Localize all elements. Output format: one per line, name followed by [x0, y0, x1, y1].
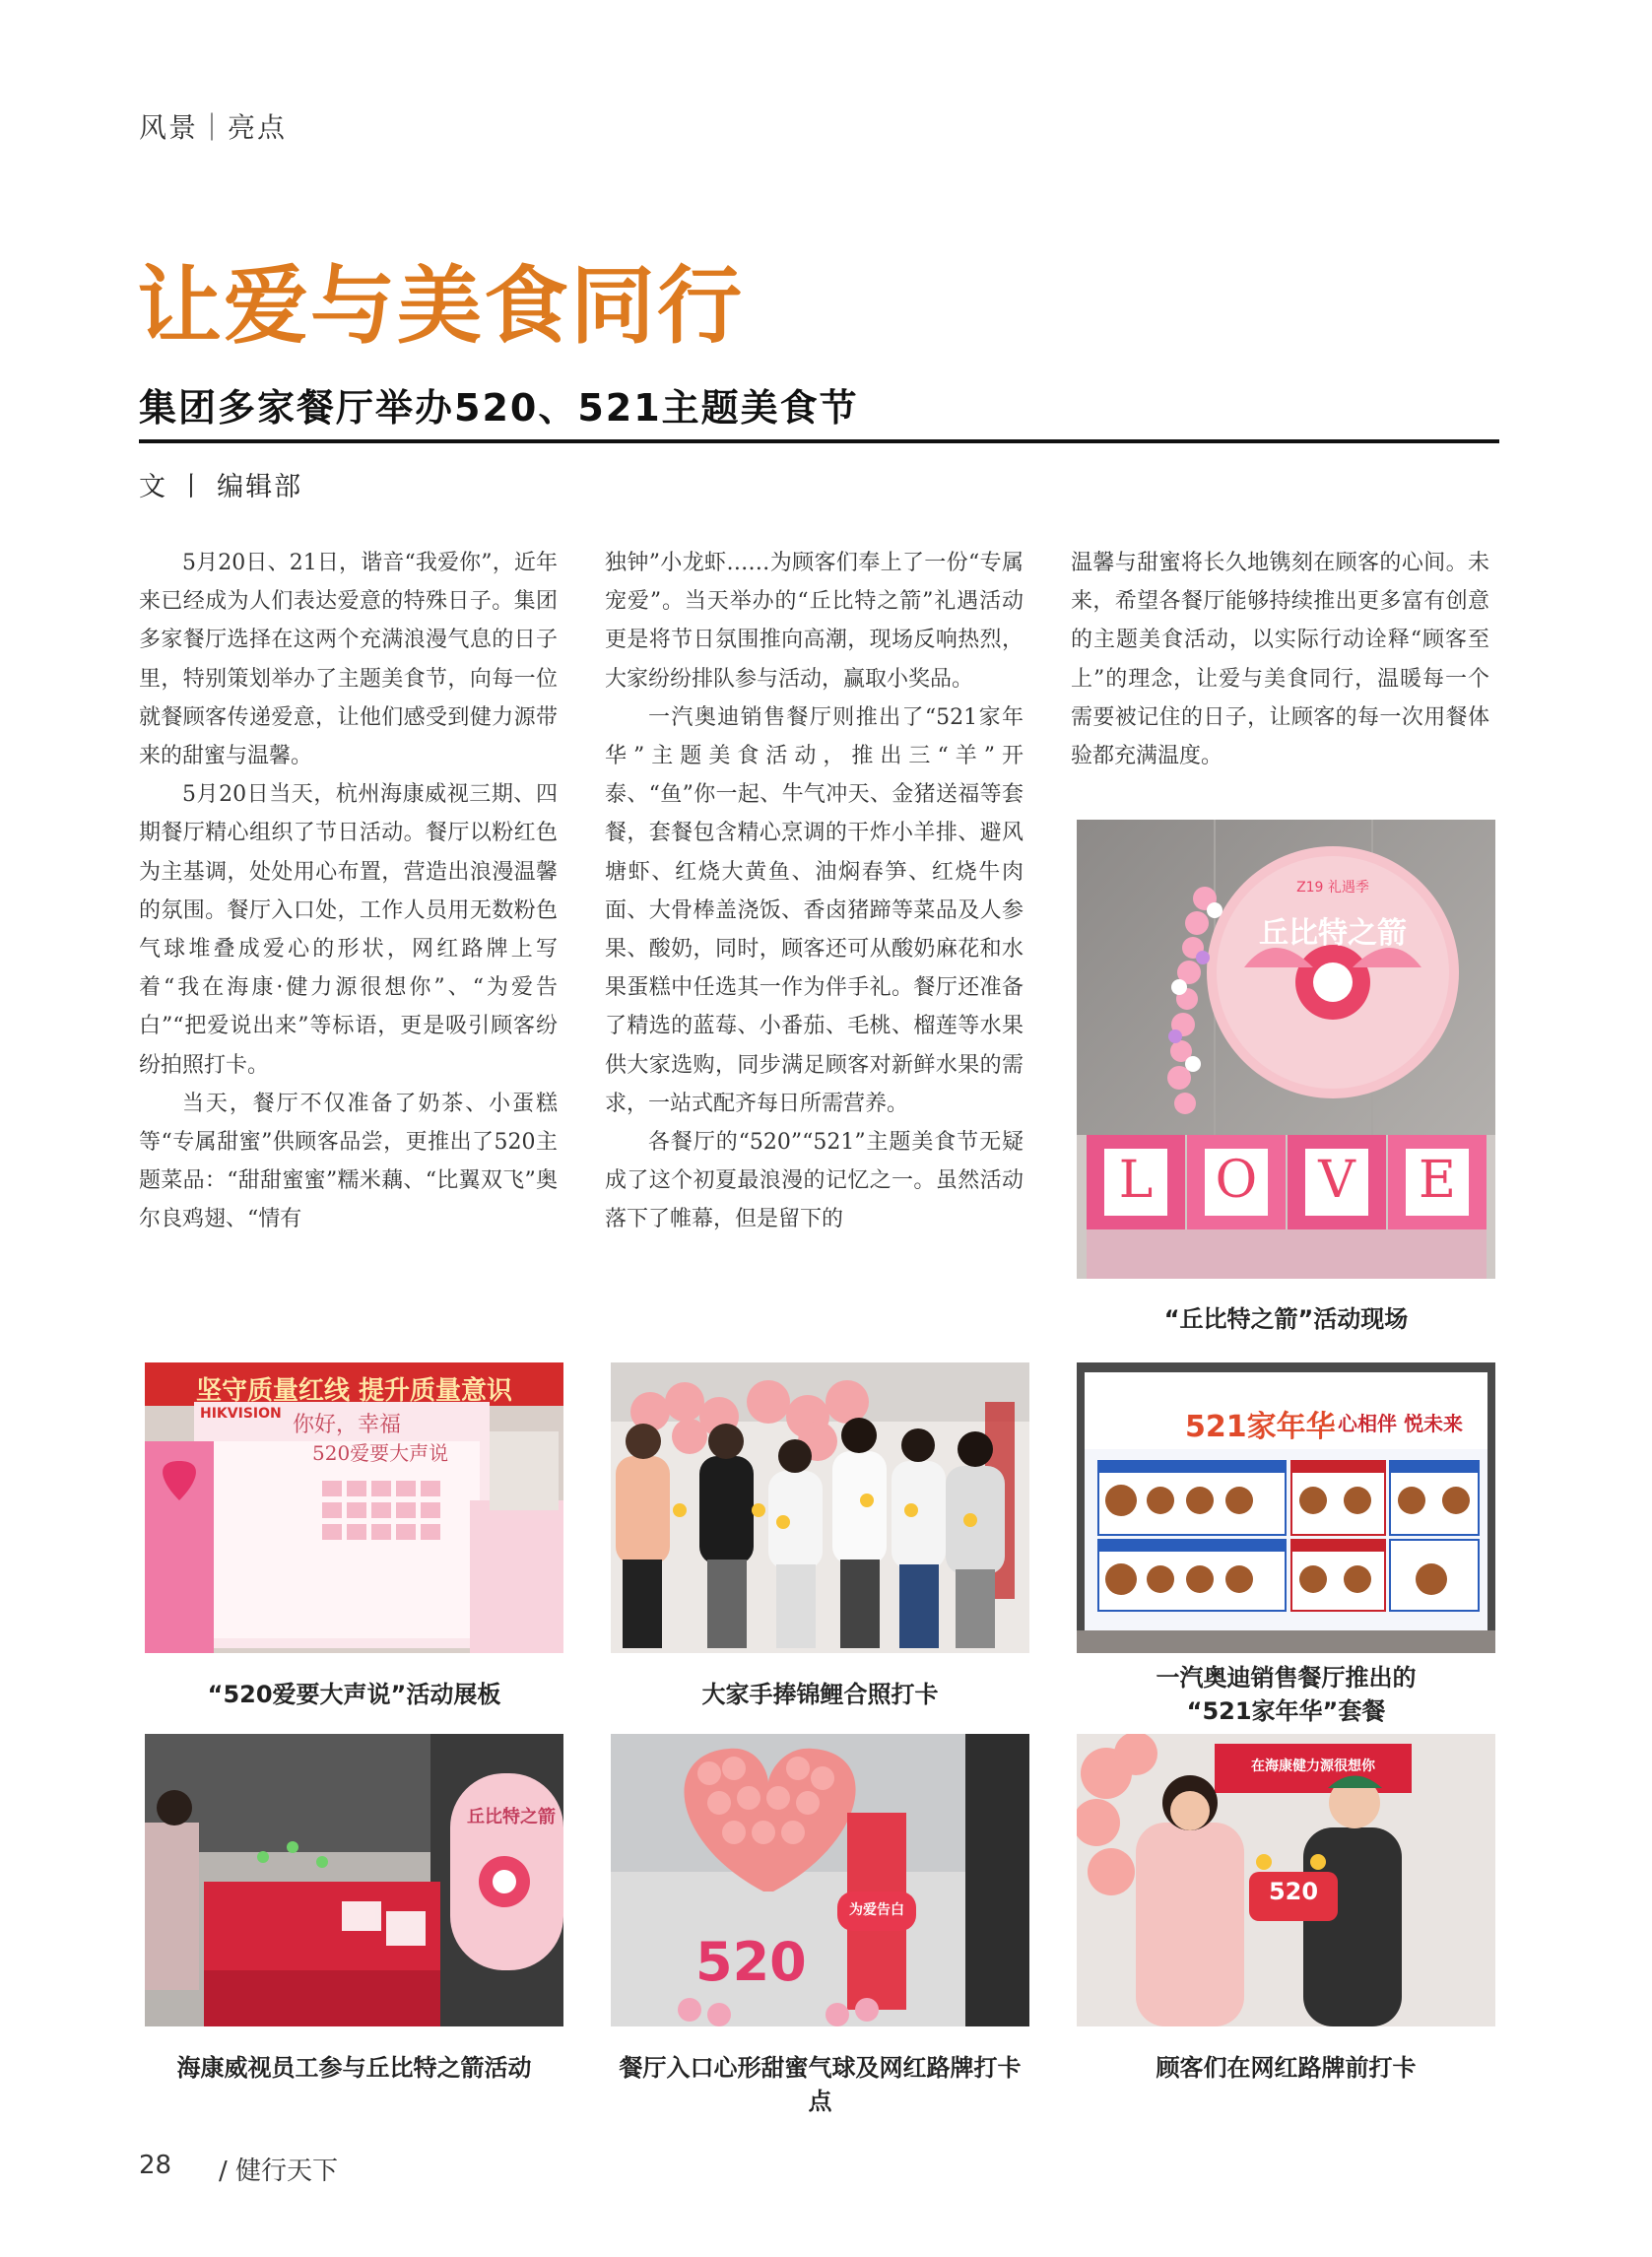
photo-staff-cupid-image — [145, 1734, 563, 2026]
publication-name: / 健行天下 — [219, 2157, 339, 2186]
sign-tag: 为爱告白 — [849, 1902, 904, 1918]
text-column-1 — [139, 544, 558, 1239]
caption-p3-line1: 一汽奥迪销售餐厅推出的 — [1156, 1664, 1417, 1692]
banner-text: 在海康健力源很想你 — [1251, 1759, 1375, 1774]
paragraph: 独钟”小龙虾……为顾客们奉上了一份“专属宠爱”。当天举办的“丘比特之箭”礼遇活动更是将节日氛围推向高潮，现场反响热烈，大家纷纷排队参与活动，赢取小奖品。 — [605, 551, 1024, 692]
text-column-3 — [1071, 544, 1489, 775]
page-number: 28 — [139, 2151, 172, 2180]
caption-main: “丘比特之箭”活动现场 — [1163, 1305, 1409, 1333]
caption-p4: 海康威视员工参与丘比特之箭活动 — [176, 2054, 532, 2082]
photo-staff-cupid-game — [145, 1734, 563, 2026]
caption-p1: “520爱要大声说”活动展板 — [207, 1681, 501, 1708]
photo-520-board — [145, 1362, 563, 1653]
love-letter-v: V — [1318, 1151, 1355, 1210]
caption-p3-line2: “521家年华”套餐 — [1186, 1697, 1386, 1725]
photo-group-koi — [611, 1362, 1029, 1653]
caption-p3 — [1077, 1661, 1495, 1728]
sign-title: 丘比特之箭 — [1259, 916, 1407, 951]
photo-customers-checkin — [1077, 1734, 1495, 2026]
text-column-2 — [605, 544, 1024, 1239]
board-banner: 坚守质量红线 提升质量意识 — [195, 1376, 513, 1406]
love-letter-o: O — [1215, 1151, 1258, 1210]
photo-521-menu-screen — [1077, 1362, 1495, 1653]
photo-heart-balloon-entrance — [611, 1734, 1029, 2026]
paragraph: 各餐厅的“520”“521”主题美食节无疑成了这个初夏最浪漫的记忆之一。虽然活动落下了帷幕，但是留下的 — [605, 1130, 1024, 1232]
love-letter-l: L — [1118, 1151, 1154, 1210]
photo-heart-balloon-image — [611, 1734, 1029, 2026]
paragraph: 一汽奥迪销售餐厅则推出了“521家年华”主题美食活动，推出三“羊”开泰、“鱼”你一起、牛气冲天、金猪送福等套餐，套餐包含精心烹调的干炸小羊排、避风塘虾、红烧大黄鱼、油焖春笋、红烧牛肉面、大骨棒盖浇饭、香卤猪蹄等菜品及人参果、酸奶，同时，顾客还可从酸奶麻花和水果蛋糕中任选其一作为伴手礼。餐厅还准备了精选的蓝莓、小番茄、毛桃、榴莲等水果供大家选购，同步满足顾客对新鲜水果的需求，一站式配齐每日所需营养。 — [605, 704, 1024, 1116]
caption-p5: 餐厅入口心形甜蜜气球及网红路牌打卡点 — [619, 2054, 1022, 2115]
photo-group-koi-image — [611, 1362, 1029, 1653]
article-subtitle: 集团多家餐厅举办520、521主题美食节 — [139, 386, 859, 430]
paragraph: 温馨与甜蜜将长久地镌刻在顾客的心间。未来，希望各餐厅能够持续推出更多富有创意的主题美食活动，以实际行动诠释“顾客至上”的理念，让爱与美食同行，温暖每一个需要被记住的日子，让顾客的每一次用餐体验都充满温度。 — [1071, 551, 1489, 769]
caption-p2: 大家手捧锦鲤合照打卡 — [701, 1681, 939, 1708]
love-letter-e: E — [1419, 1151, 1456, 1210]
title-rule — [139, 439, 1499, 443]
section-tag: 风景｜亮点 — [139, 111, 288, 144]
caption-p6: 顾客们在网红路牌前打卡 — [1156, 2054, 1417, 2082]
screen-slogan: 心相伴 悦未来 — [1338, 1412, 1463, 1435]
paragraph: 5月20日当天，杭州海康威视三期、四期餐厅精心组织了节日活动。餐厅以粉红色为主基调，处处用心布置，营造出浪漫温馨的氛围。餐厅入口处，工作人员用无数粉色气球堆叠成爱心的形状，网红路牌上写着“我在海康·健力源很想你”、“为爱告白”“把爱说出来”等标语，更是吸引顾客纷纷拍照打卡。 — [139, 782, 558, 1078]
byline: 文 丨 编辑部 — [139, 472, 303, 502]
sign-brand: Z19 礼遇季 — [1296, 880, 1369, 896]
hikvision-logo: HIKVISION — [200, 1406, 282, 1422]
photo-cupid-arrow-scene — [1077, 820, 1495, 1279]
board-title: 你好，幸福 — [293, 1413, 402, 1437]
paragraph: 当天，餐厅不仅准备了奶茶、小蛋糕等“专属甜蜜”供顾客品尝，更推出了520主题菜品：“甜甜蜜蜜”糯米藕、“比翼双飞”奥尔良鸡翅、“情有 — [139, 1091, 558, 1232]
board-subtitle: 520爱要大声说 — [312, 1441, 449, 1465]
screen-title: 521家年华 — [1185, 1410, 1336, 1444]
paragraph: 5月20日、21日，谐音“我爱你”，近年来已经成为人们表达爱意的特殊日子。集团多家餐厅选择在这两个充满浪漫气息的日子里，特别策划举办了主题美食节，向每一位就餐顾客传递爱意，让他们感受到健力源带来的甜蜜与温馨。 — [139, 551, 558, 769]
article-title: 让爱与美食同行 — [137, 256, 744, 356]
balloon-520: 520 — [695, 1931, 807, 1993]
sign-520: 520 — [1268, 1878, 1319, 1905]
cupid-sign: 丘比特之箭 — [467, 1807, 556, 1827]
